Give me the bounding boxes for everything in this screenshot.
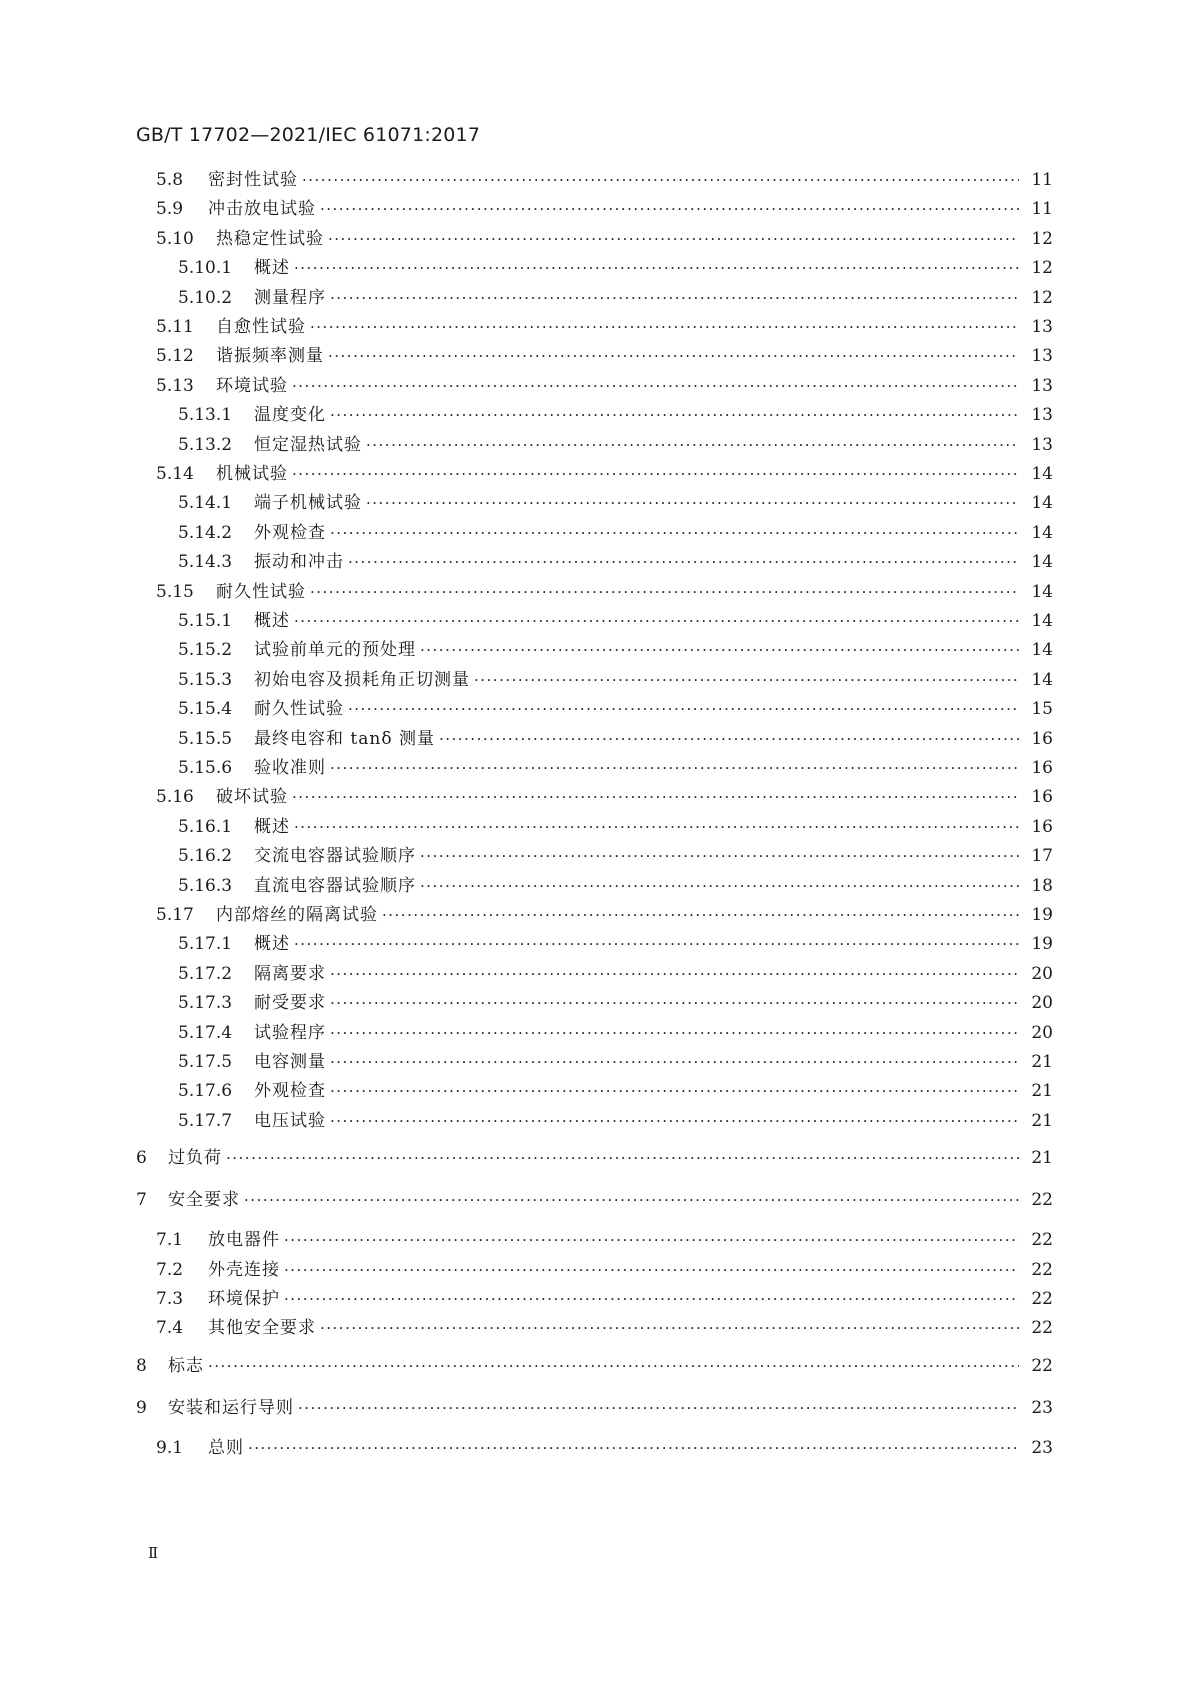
toc-entry-title: 电压试验 bbox=[254, 1110, 326, 1131]
toc-dot-leader bbox=[420, 873, 1019, 899]
toc-entry[interactable] bbox=[178, 1108, 1053, 1134]
toc-entry-title: 标志 bbox=[168, 1355, 204, 1376]
toc-entry[interactable] bbox=[178, 1049, 1053, 1075]
toc-entry[interactable] bbox=[156, 784, 1053, 810]
toc-dot-leader bbox=[474, 667, 1019, 693]
toc-dot-leader bbox=[284, 1286, 1019, 1312]
toc-entry-page: 23 bbox=[1031, 1397, 1053, 1418]
toc-entry-title: 谐振频率测量 bbox=[216, 346, 324, 367]
toc-entry-page: 21 bbox=[1031, 1081, 1053, 1102]
toc-entry-page: 18 bbox=[1031, 875, 1053, 896]
toc-entry-title: 安装和运行导则 bbox=[168, 1397, 294, 1418]
toc-entry-title: 外观检查 bbox=[254, 1081, 326, 1102]
toc-entry-number: 5.15.4 bbox=[178, 699, 233, 720]
toc-entry[interactable] bbox=[136, 1395, 1053, 1421]
toc-entry-page: 22 bbox=[1031, 1318, 1053, 1339]
toc-entry-page: 14 bbox=[1031, 640, 1053, 661]
toc-dot-leader bbox=[284, 1227, 1019, 1253]
toc-dot-leader bbox=[320, 1315, 1019, 1341]
toc-entry-number: 5.17.5 bbox=[178, 1052, 233, 1072]
toc-entry-number: 5.10.1 bbox=[178, 258, 233, 279]
toc-dot-leader bbox=[226, 1145, 1019, 1171]
toc-entry-number: 7.1 bbox=[156, 1230, 184, 1251]
toc-dot-leader bbox=[330, 990, 1019, 1016]
toc-entry-title: 隔离要求 bbox=[254, 963, 326, 984]
toc-entry-title: 电容测量 bbox=[254, 1052, 326, 1072]
toc-entry-number: 5.17 bbox=[156, 905, 194, 925]
toc-entry-number: 7.3 bbox=[156, 1289, 184, 1309]
toc-entry-title: 振动和冲击 bbox=[254, 552, 344, 573]
toc-dot-leader bbox=[292, 784, 1019, 810]
toc-entry-number: 5.15 bbox=[156, 581, 194, 602]
toc-entry-title: 温度变化 bbox=[254, 405, 326, 426]
toc-entry-title: 环境保护 bbox=[208, 1289, 280, 1309]
toc-entry-page: 20 bbox=[1031, 963, 1053, 984]
toc-entry-number: 5.15.3 bbox=[178, 669, 233, 690]
toc-entry-number: 6 bbox=[136, 1148, 147, 1169]
toc-dot-leader bbox=[294, 608, 1019, 634]
toc-entry-number: 5.16 bbox=[156, 787, 194, 808]
toc-entry-title: 热稳定性试验 bbox=[216, 228, 324, 249]
toc-entry-number: 9 bbox=[136, 1397, 147, 1418]
toc-entry-title: 内部熔丝的隔离试验 bbox=[216, 905, 378, 925]
toc-entry-number: 5.10 bbox=[156, 228, 194, 249]
toc-entry-page: 20 bbox=[1031, 1022, 1053, 1043]
toc-entry-number: 5.14 bbox=[156, 464, 194, 484]
toc-entry[interactable] bbox=[178, 637, 1053, 663]
toc-dot-leader bbox=[294, 814, 1019, 840]
toc-dot-leader bbox=[330, 1020, 1019, 1046]
toc-entry-page: 16 bbox=[1031, 728, 1053, 749]
toc-entry[interactable] bbox=[178, 726, 1053, 752]
toc-entry-title: 直流电容器试验顺序 bbox=[254, 875, 416, 896]
toc-dot-leader bbox=[310, 579, 1019, 605]
toc-entry-number: 5.12 bbox=[156, 346, 194, 367]
toc-dot-leader bbox=[244, 1187, 1019, 1213]
toc-entry-title: 耐久性试验 bbox=[216, 581, 306, 602]
toc-entry-page: 14 bbox=[1031, 522, 1053, 543]
toc-entry[interactable] bbox=[156, 1435, 1053, 1461]
toc-entry[interactable] bbox=[156, 902, 1053, 928]
toc-entry-title: 安全要求 bbox=[168, 1190, 240, 1211]
toc-entry[interactable] bbox=[178, 814, 1053, 840]
toc-entry-number: 8 bbox=[136, 1355, 147, 1376]
toc-entry-page: 13 bbox=[1031, 346, 1053, 367]
toc-entry[interactable] bbox=[178, 961, 1053, 987]
toc-entry-title: 过负荷 bbox=[168, 1148, 222, 1169]
toc-entry-number: 5.13.2 bbox=[178, 434, 233, 455]
toc-entry-page: 13 bbox=[1031, 317, 1053, 337]
toc-entry-page: 11 bbox=[1031, 170, 1053, 190]
toc-dot-leader bbox=[320, 196, 1019, 222]
toc-entry-page: 13 bbox=[1031, 434, 1053, 455]
toc-dot-leader bbox=[330, 755, 1019, 781]
toc-entry-number: 5.11 bbox=[156, 317, 194, 337]
toc-entry-title: 试验程序 bbox=[254, 1022, 326, 1043]
toc-entry-page: 14 bbox=[1031, 493, 1053, 514]
toc-entry[interactable] bbox=[178, 285, 1053, 311]
toc-entry-page: 13 bbox=[1031, 405, 1053, 426]
toc-entry[interactable] bbox=[178, 402, 1053, 428]
toc-dot-leader bbox=[420, 843, 1019, 869]
toc-entry-number: 5.14.1 bbox=[178, 493, 233, 514]
toc-entry-number: 5.15.5 bbox=[178, 728, 233, 749]
toc-entry-number: 5.17.7 bbox=[178, 1110, 233, 1131]
toc-entry-number: 5.16.3 bbox=[178, 875, 233, 896]
toc-entry[interactable] bbox=[156, 226, 1053, 252]
toc-dot-leader bbox=[366, 432, 1019, 458]
toc-entry[interactable] bbox=[178, 255, 1053, 281]
toc-entry[interactable] bbox=[156, 1257, 1053, 1283]
toc-entry-page: 22 bbox=[1031, 1289, 1053, 1309]
toc-entry-title: 机械试验 bbox=[216, 464, 288, 484]
toc-dot-leader bbox=[366, 490, 1019, 516]
toc-entry-page: 14 bbox=[1031, 669, 1053, 690]
toc-entry-title: 外壳连接 bbox=[208, 1259, 280, 1280]
toc-entry-number: 5.17.2 bbox=[178, 963, 233, 984]
document-header: GB/T 17702—2021/IEC 61071:2017 bbox=[136, 124, 481, 146]
toc-dot-leader bbox=[284, 1257, 1019, 1283]
toc-entry[interactable] bbox=[178, 1020, 1053, 1046]
toc-entry-title: 破坏试验 bbox=[216, 787, 288, 808]
toc-entry[interactable] bbox=[136, 1353, 1053, 1379]
toc-dot-leader bbox=[248, 1435, 1019, 1461]
toc-entry-page: 11 bbox=[1031, 199, 1053, 220]
toc-entry-number: 5.9 bbox=[156, 199, 184, 220]
toc-entry-title: 放电器件 bbox=[208, 1230, 280, 1251]
toc-entry-title: 其他安全要求 bbox=[208, 1318, 316, 1339]
toc-entry-page: 19 bbox=[1031, 905, 1053, 925]
toc-entry-number: 5.16.2 bbox=[178, 846, 233, 867]
toc-entry[interactable] bbox=[156, 343, 1053, 369]
toc-dot-leader bbox=[302, 167, 1019, 193]
toc-entry[interactable] bbox=[156, 373, 1053, 399]
toc-entry-title: 恒定湿热试验 bbox=[254, 434, 362, 455]
toc-dot-leader bbox=[330, 402, 1019, 428]
toc-entry[interactable] bbox=[156, 314, 1053, 340]
page-number: Ⅱ bbox=[148, 1544, 159, 1562]
toc-entry-number: 5.13.1 bbox=[178, 405, 233, 426]
toc-entry-number: 7.2 bbox=[156, 1259, 184, 1280]
toc-entry-title: 测量程序 bbox=[254, 287, 326, 308]
toc-dot-leader bbox=[330, 1108, 1019, 1134]
toc-entry[interactable] bbox=[136, 1145, 1053, 1171]
toc-entry-title: 密封性试验 bbox=[208, 170, 298, 190]
toc-entry[interactable] bbox=[178, 549, 1053, 575]
toc-entry-title: 自愈性试验 bbox=[216, 317, 306, 337]
toc-entry-number: 5.10.2 bbox=[178, 287, 233, 308]
toc-dot-leader bbox=[439, 726, 1019, 752]
toc-entry[interactable] bbox=[156, 167, 1053, 193]
toc-dot-leader bbox=[310, 314, 1019, 340]
toc-dot-leader bbox=[382, 902, 1019, 928]
toc-entry-page: 20 bbox=[1031, 993, 1053, 1014]
toc-entry-title: 冲击放电试验 bbox=[208, 199, 316, 220]
toc-dot-leader bbox=[292, 373, 1019, 399]
toc-entry[interactable] bbox=[178, 873, 1053, 899]
toc-entry-page: 22 bbox=[1031, 1259, 1053, 1280]
toc-dot-leader bbox=[298, 1395, 1019, 1421]
toc-entry-number: 5.17.6 bbox=[178, 1081, 233, 1102]
toc-entry[interactable] bbox=[178, 931, 1053, 957]
toc-entry[interactable] bbox=[178, 755, 1053, 781]
toc-entry-title: 概述 bbox=[254, 611, 290, 631]
toc-dot-leader bbox=[330, 520, 1019, 546]
toc-dot-leader bbox=[420, 637, 1019, 663]
toc-entry-page: 12 bbox=[1031, 287, 1053, 308]
toc-entry-number: 5.17.1 bbox=[178, 934, 233, 955]
toc-entry-page: 21 bbox=[1031, 1110, 1053, 1131]
toc-entry-number: 5.13 bbox=[156, 375, 194, 396]
toc-entry-number: 5.15.1 bbox=[178, 611, 233, 631]
toc-entry-page: 22 bbox=[1031, 1355, 1053, 1376]
toc-entry-page: 17 bbox=[1031, 846, 1053, 867]
toc-entry-page: 14 bbox=[1031, 611, 1053, 631]
toc-entry-title: 初始电容及损耗角正切测量 bbox=[254, 669, 470, 690]
toc-dot-leader bbox=[348, 549, 1019, 575]
toc-entry[interactable] bbox=[178, 843, 1053, 869]
toc-entry-title: 试验前单元的预处理 bbox=[254, 640, 416, 661]
toc-entry[interactable] bbox=[156, 1227, 1053, 1253]
toc-entry-page: 21 bbox=[1031, 1052, 1053, 1072]
toc-entry[interactable] bbox=[178, 608, 1053, 634]
toc-entry-page: 21 bbox=[1031, 1148, 1053, 1169]
toc-dot-leader bbox=[292, 461, 1019, 487]
toc-entry-page: 14 bbox=[1031, 552, 1053, 573]
toc-entry[interactable] bbox=[136, 1187, 1053, 1213]
toc-dot-leader bbox=[328, 343, 1019, 369]
toc-entry-page: 16 bbox=[1031, 758, 1053, 778]
toc-entry[interactable] bbox=[156, 1286, 1053, 1312]
toc-entry-title: 端子机械试验 bbox=[254, 493, 362, 514]
toc-dot-leader bbox=[330, 961, 1019, 987]
toc-entry[interactable] bbox=[178, 990, 1053, 1016]
toc-entry-page: 12 bbox=[1031, 228, 1053, 249]
toc-entry-page: 13 bbox=[1031, 375, 1053, 396]
toc-entry[interactable] bbox=[178, 490, 1053, 516]
toc-entry[interactable] bbox=[178, 667, 1053, 693]
toc-entry-title: 概述 bbox=[254, 258, 290, 279]
toc-entry-title: 总则 bbox=[208, 1437, 244, 1458]
toc-entry-number: 5.15.6 bbox=[178, 758, 233, 778]
toc-dot-leader bbox=[330, 1049, 1019, 1075]
toc-entry[interactable] bbox=[178, 432, 1053, 458]
toc-entry-title: 外观检查 bbox=[254, 522, 326, 543]
toc-entry-number: 7.4 bbox=[156, 1318, 184, 1339]
toc-entry-number: 7 bbox=[136, 1190, 147, 1211]
toc-entry[interactable] bbox=[178, 696, 1053, 722]
toc-entry-page: 19 bbox=[1031, 934, 1053, 955]
toc-entry-page: 23 bbox=[1031, 1437, 1053, 1458]
toc-dot-leader bbox=[330, 1078, 1019, 1104]
toc-entry-page: 12 bbox=[1031, 258, 1053, 279]
toc-entry-page: 22 bbox=[1031, 1190, 1053, 1211]
toc-dot-leader bbox=[294, 931, 1019, 957]
toc-entry-page: 14 bbox=[1031, 581, 1053, 602]
toc-entry-number: 9.1 bbox=[156, 1437, 184, 1458]
toc-entry-title: 交流电容器试验顺序 bbox=[254, 846, 416, 867]
toc-entry[interactable] bbox=[178, 1078, 1053, 1104]
toc-entry-title: 概述 bbox=[254, 816, 290, 837]
toc-dot-leader bbox=[330, 285, 1019, 311]
toc-entry-page: 15 bbox=[1031, 699, 1053, 720]
toc-entry-page: 22 bbox=[1031, 1230, 1053, 1251]
toc-entry-number: 5.8 bbox=[156, 170, 184, 190]
toc-dot-leader bbox=[208, 1353, 1019, 1379]
toc-entry-number: 5.14.3 bbox=[178, 552, 233, 573]
toc-entry-number: 5.14.2 bbox=[178, 522, 233, 543]
toc-entry-page: 14 bbox=[1031, 464, 1053, 484]
toc-entry-number: 5.16.1 bbox=[178, 816, 233, 837]
toc-entry-page: 16 bbox=[1031, 816, 1053, 837]
toc-entry-title: 耐受要求 bbox=[254, 993, 326, 1014]
toc-entry[interactable] bbox=[156, 461, 1053, 487]
toc-dot-leader bbox=[348, 696, 1019, 722]
toc-dot-leader bbox=[294, 255, 1019, 281]
toc-entry[interactable] bbox=[156, 579, 1053, 605]
toc-entry-title: 验收准则 bbox=[254, 758, 326, 778]
toc-entry-title: 最终电容和 tanδ 测量 bbox=[254, 728, 435, 749]
toc-dot-leader bbox=[328, 226, 1019, 252]
toc-entry-page: 16 bbox=[1031, 787, 1053, 808]
toc-entry-title: 概述 bbox=[254, 934, 290, 955]
toc-entry[interactable] bbox=[178, 520, 1053, 546]
toc-entry-number: 5.17.4 bbox=[178, 1022, 233, 1043]
toc-entry-title: 耐久性试验 bbox=[254, 699, 344, 720]
toc-entry[interactable] bbox=[156, 196, 1053, 222]
toc-entry-number: 5.15.2 bbox=[178, 640, 233, 661]
toc-entry-title: 环境试验 bbox=[216, 375, 288, 396]
toc-entry-number: 5.17.3 bbox=[178, 993, 233, 1014]
toc-entry[interactable] bbox=[156, 1315, 1053, 1341]
